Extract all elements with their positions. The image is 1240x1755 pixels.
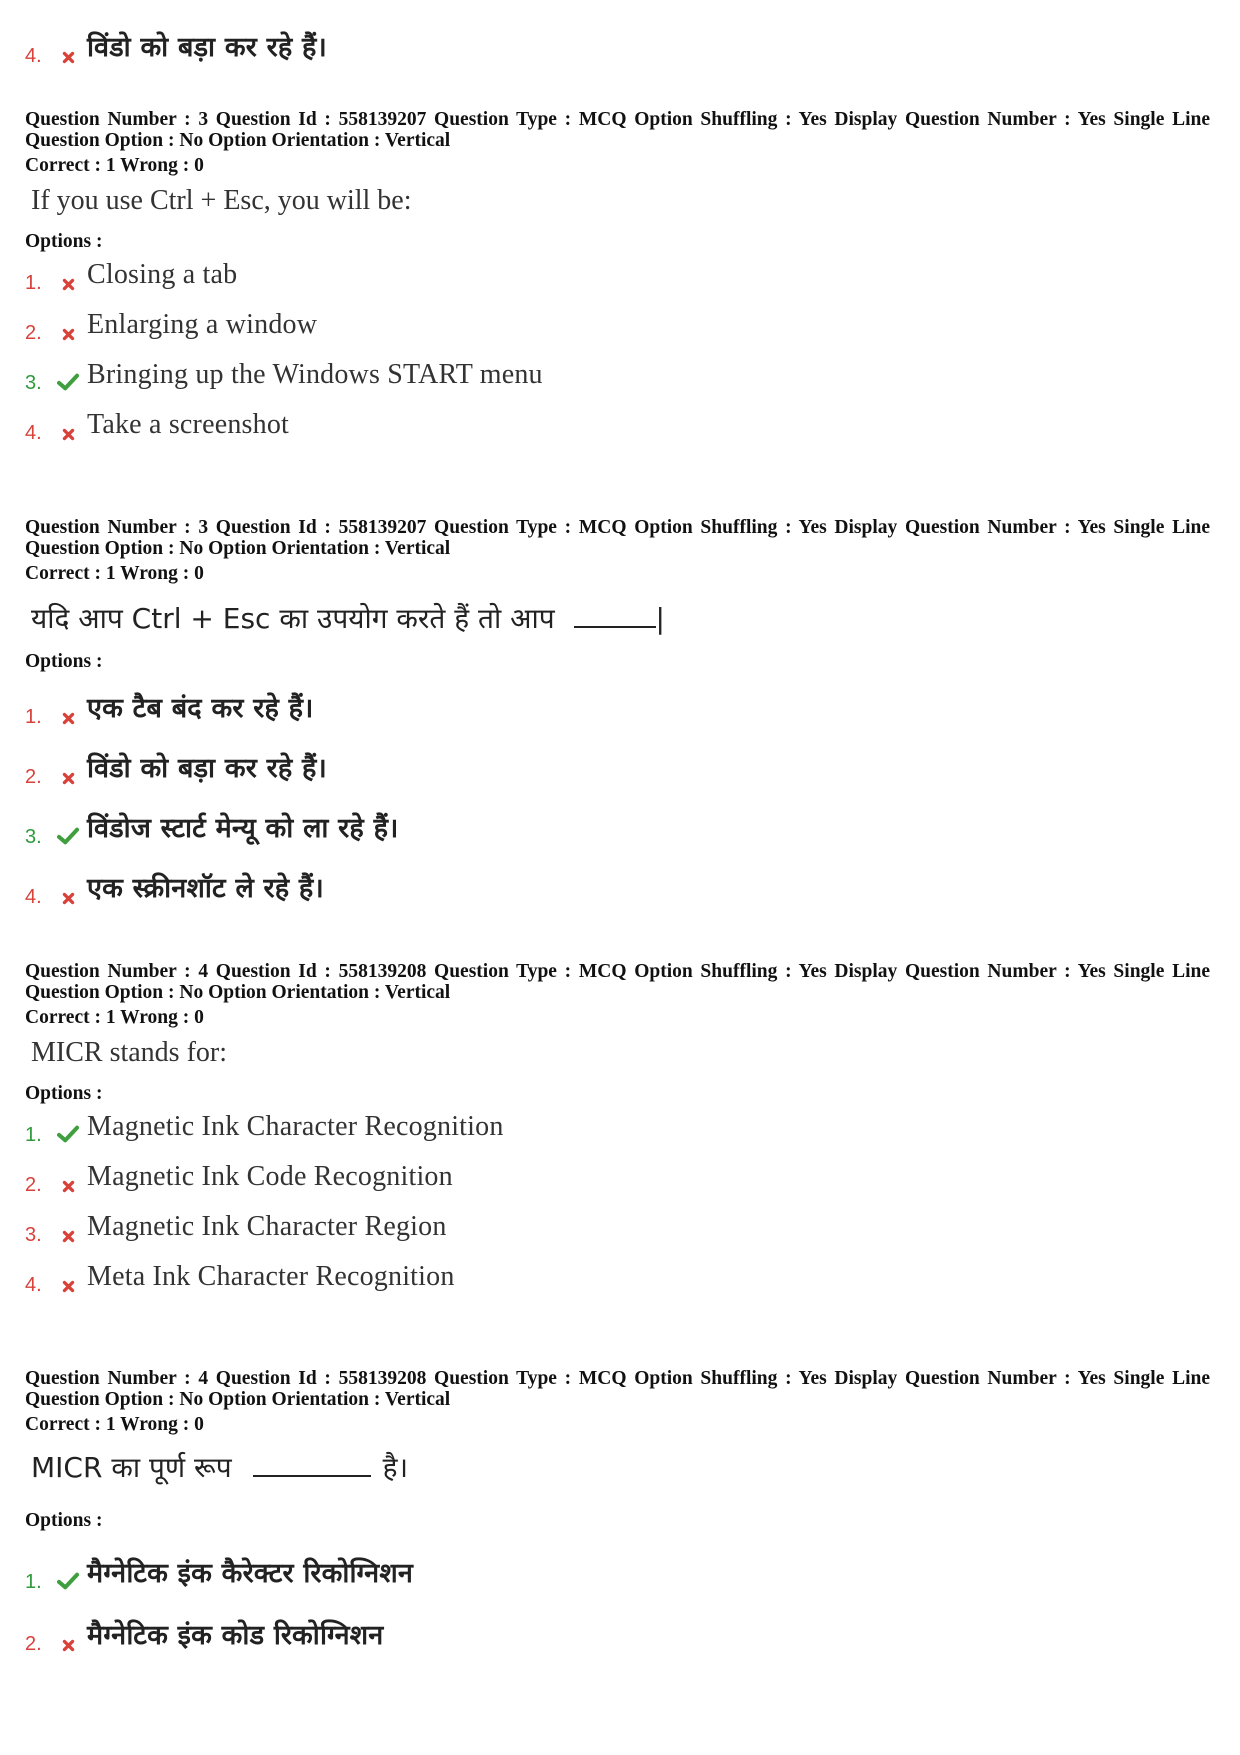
options-label: Options :	[25, 231, 103, 252]
option-number: 3.	[25, 372, 42, 394]
option-row	[25, 791, 1220, 851]
option-number: 3.	[25, 826, 42, 848]
question-text-main: यदि आप Ctrl + Esc का उपयोग करते हैं तो आप	[31, 602, 555, 635]
wrong-icon	[49, 278, 87, 297]
option-row	[25, 731, 1220, 791]
option-row	[25, 1149, 1220, 1199]
options-label: Options :	[25, 1510, 103, 1531]
wrong-icon	[49, 51, 87, 70]
option-text: Closing a tab	[87, 259, 238, 290]
correct-check-icon	[49, 1572, 87, 1596]
question-block-q4-hindi	[25, 1368, 1220, 1658]
wrong-icon	[49, 892, 87, 911]
question-meta: Question Number : 4 Question Id : 558139208 Question Type : MCQ Option Shuffling : Yes Display Question Number : Yes Single Line Question Option : No Option Orientation : Vertical	[25, 961, 1210, 1003]
option-row	[25, 1596, 1220, 1658]
question-text-end: |	[655, 602, 665, 635]
wrong-icon	[49, 772, 87, 791]
option-row	[25, 20, 1220, 70]
carryover-option	[25, 20, 1220, 70]
wrong-icon	[49, 1280, 87, 1299]
question-block-q4-english	[25, 961, 1220, 1299]
option-text: विंडो को बड़ा कर रहे हैं।	[87, 753, 327, 784]
option-text: Take a screenshot	[87, 409, 290, 440]
option-text: Magnetic Ink Character Region	[87, 1211, 447, 1242]
option-text: Bringing up the Windows START menu	[87, 359, 543, 390]
wrong-icon	[49, 1180, 87, 1199]
question-score: Correct : 1 Wrong : 0	[25, 155, 204, 176]
option-number: 2.	[25, 1633, 42, 1655]
correct-check-icon	[49, 827, 87, 851]
question-meta: Question Number : 3 Question Id : 558139207 Question Type : MCQ Option Shuffling : Yes Display Question Number : Yes Single Line Question Option : No Option Orientation : Vertical	[25, 109, 1210, 151]
option-number: 1.	[25, 706, 42, 728]
question-text	[31, 1448, 1220, 1486]
option-number: 1.	[25, 1124, 42, 1146]
question-text: MICR stands for:	[31, 1037, 227, 1068]
wrong-icon	[49, 328, 87, 347]
option-text: विंडोज स्टार्ट मेन्यू को ला रहे हैं।	[87, 813, 399, 844]
option-number: 4.	[25, 422, 42, 444]
option-text: एक टैब बंद कर रहे हैं।	[87, 693, 314, 724]
wrong-icon	[49, 428, 87, 447]
question-score: Correct : 1 Wrong : 0	[25, 1414, 204, 1435]
correct-check-icon	[49, 373, 87, 397]
option-row	[25, 671, 1220, 731]
option-text: Meta Ink Character Recognition	[87, 1261, 455, 1292]
question-text-main: MICR का पूर्ण रूप	[31, 1451, 232, 1484]
option-row	[25, 347, 1220, 397]
question-block-q3-hindi	[25, 517, 1220, 911]
option-number: 2.	[25, 322, 42, 344]
option-text: Magnetic Ink Character Recognition	[87, 1111, 504, 1142]
answer-blank	[253, 1475, 371, 1477]
option-number: 2.	[25, 1174, 42, 1196]
correct-check-icon	[49, 1125, 87, 1149]
question-score: Correct : 1 Wrong : 0	[25, 1007, 204, 1028]
option-number: 4.	[25, 886, 42, 908]
question-text-end: है।	[382, 1451, 409, 1484]
option-number: 4.	[25, 1274, 42, 1296]
wrong-icon	[49, 1230, 87, 1249]
question-score: Correct : 1 Wrong : 0	[25, 563, 204, 584]
options-label: Options :	[25, 1083, 103, 1104]
option-text: मैग्नेटिक इंक कोड रिकोग्निशन	[87, 1620, 384, 1651]
wrong-icon	[49, 1639, 87, 1658]
option-number: 1.	[25, 272, 42, 294]
option-text: एक स्क्रीनशॉट ले रहे हैं।	[87, 873, 324, 904]
question-meta: Question Number : 4 Question Id : 558139208 Question Type : MCQ Option Shuffling : Yes Display Question Number : Yes Single Line Question Option : No Option Orientation : Vertical	[25, 1368, 1210, 1410]
question-text: If you use Ctrl + Esc, you will be:	[31, 185, 412, 216]
option-row	[25, 1534, 1220, 1596]
wrong-icon	[49, 712, 87, 731]
question-block-q3-english	[25, 109, 1220, 447]
option-row	[25, 1099, 1220, 1149]
question-meta: Question Number : 3 Question Id : 558139207 Question Type : MCQ Option Shuffling : Yes Display Question Number : Yes Single Line Question Option : No Option Orientation : Vertical	[25, 517, 1210, 559]
option-number: 2.	[25, 766, 42, 788]
option-row	[25, 247, 1220, 297]
option-number: 3.	[25, 1224, 42, 1246]
option-row	[25, 1199, 1220, 1249]
option-number: 4.	[25, 45, 42, 67]
option-row	[25, 1249, 1220, 1299]
option-text: Magnetic Ink Code Recognition	[87, 1161, 453, 1192]
option-text: मैग्नेटिक इंक कैरेक्टर रिकोग्निशन	[87, 1558, 414, 1589]
question-text	[31, 599, 1220, 637]
option-text: विंडो को बड़ा कर रहे हैं।	[87, 32, 327, 63]
options-label: Options :	[25, 651, 103, 672]
option-row	[25, 397, 1220, 447]
option-number: 1.	[25, 1571, 42, 1593]
option-text: Enlarging a window	[87, 309, 318, 340]
option-row	[25, 851, 1220, 911]
answer-blank	[574, 626, 656, 628]
option-row	[25, 297, 1220, 347]
